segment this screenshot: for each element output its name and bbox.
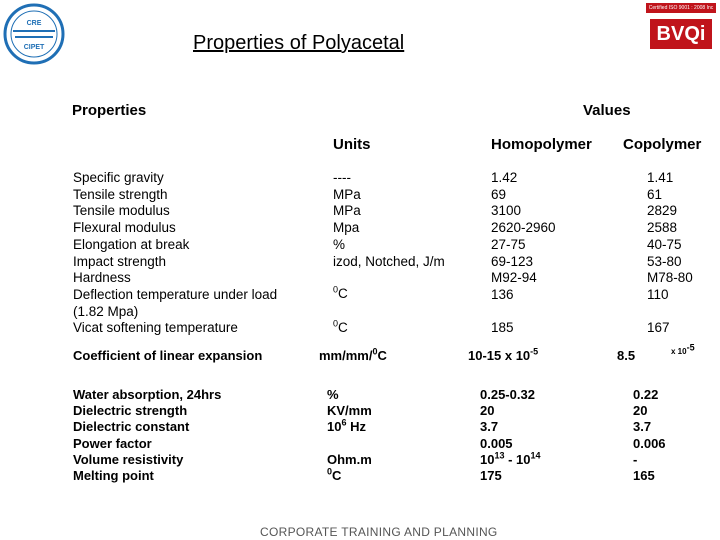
copolymer-value: M78-80 [647,270,693,286]
cipet-logo [3,3,65,65]
page-title: Properties of Polyacetal [193,32,405,54]
logo-text-bottom: CIPET [23,44,45,51]
homopolymer-header: Homopolymer [491,136,592,153]
copolymer-value: 0.006 [633,435,666,451]
property-name: Impact strength [73,253,167,269]
block1-properties [73,170,277,337]
block1-homopolymer [491,170,556,337]
unit-value: Ohm.m [327,451,372,467]
unit-deg-c-deflection: $^0$C [333,284,348,301]
property-name: Tensile strength [73,186,168,202]
bvqi-logo [646,3,716,55]
block2-units [327,387,372,484]
homopolymer-value: 0.005 [480,435,513,451]
property-name: Dielectric constant [73,419,190,435]
homopolymer-value: 185 [491,320,514,336]
copolymer-value: 61 [647,186,663,202]
homopolymer-value: 27-75 [491,236,526,252]
homopolymer-value: $10^{13} - 10^{14}$ [480,450,541,467]
bvqi-mark: BVQi [650,19,712,49]
unit-value: $^0$C [327,466,342,484]
property-name: Specific gravity [73,170,164,185]
unit-value: Mpa [333,220,360,236]
homopolymer-value: 69-123 [491,253,534,269]
copolymer-value [647,304,693,321]
unit-value: KV/mm [327,403,372,419]
property-name: Hardness [73,270,131,286]
block2-homopolymer [480,387,541,484]
expansion-label: Coefficient of linear expansion [73,348,263,363]
homopolymer-value: 3.7 [480,419,499,435]
block1-copolymer [647,170,693,337]
block2-copolymer [633,387,666,484]
property-name: Volume resistivity [73,451,184,467]
copolymer-value: 20 [633,403,648,419]
block1-units [333,170,445,270]
homopolymer-value: 20 [480,403,495,419]
copolymer-value: - [633,451,638,467]
copolymer-value: 0.22 [633,387,659,402]
copolymer-value: 2829 [647,203,678,219]
expansion-unit: mm/mm/$^0$C [319,346,387,363]
unit-value: % [333,236,346,252]
homopolymer-value: 2620-2960 [491,220,556,236]
copolymer-value: 167 [647,320,670,336]
unit-value: $10^6$ Hz [327,418,366,435]
certification-badge: Certified ISO 9001 : 2008 Inc [646,3,716,13]
values-header: Values [583,102,631,119]
property-name: Power factor [73,435,152,451]
property-name: Flexural modulus [73,220,176,236]
copolymer-value: 1.41 [647,170,674,185]
property-name: Tensile modulus [73,203,170,219]
homopolymer-value: M92-94 [491,270,537,286]
homopolymer-value [491,304,556,321]
homopolymer-value: 1.42 [491,170,518,185]
property-name: Deflection temperature under load [73,286,278,302]
property-name: (1.82 Mpa) [73,303,139,319]
expansion-homopolymer: 10-15 x $10^{-5}$ [468,346,539,363]
property-name: Vicat softening temperature [73,320,238,336]
copolymer-value: 2588 [647,220,678,236]
property-name: Dielectric strength [73,403,188,419]
homopolymer-value: 0.25-0.32 [480,387,535,402]
expansion-copolymer-multiplier: x $10^{-5}$ [671,342,695,356]
unit-value [327,436,372,452]
block2-properties [73,387,221,484]
unit-value: MPa [333,203,361,219]
properties-header: Properties [72,102,147,119]
copolymer-value: 3.7 [633,419,652,435]
homopolymer-value: 3100 [491,203,522,219]
copolymer-value: 53-80 [647,253,682,269]
units-header: Units [333,136,371,153]
unit-value: % [327,387,339,402]
property-name: Melting point [73,468,154,484]
expansion-copolymer: 8.5 [617,348,636,363]
unit-value: MPa [333,186,361,202]
copolymer-value: 165 [633,468,655,484]
property-name: Elongation at break [73,236,190,252]
homopolymer-value: 69 [491,186,507,202]
unit-deg-c-vicat: $^0$C [333,318,348,335]
unit-value: izod, Notched, J/m [333,253,445,269]
copolymer-header: Copolymer [623,136,702,153]
property-name: Water absorption, 24hrs [73,387,222,402]
unit-value: ---- [333,170,351,185]
homopolymer-value: 136 [491,286,514,302]
homopolymer-value: 175 [480,468,502,484]
copolymer-value: 110 [647,286,669,302]
logo-text-top: CRE [26,20,42,27]
footer: CORPORATE TRAINING AND PLANNING [260,525,498,539]
copolymer-value: 40-75 [647,236,682,252]
